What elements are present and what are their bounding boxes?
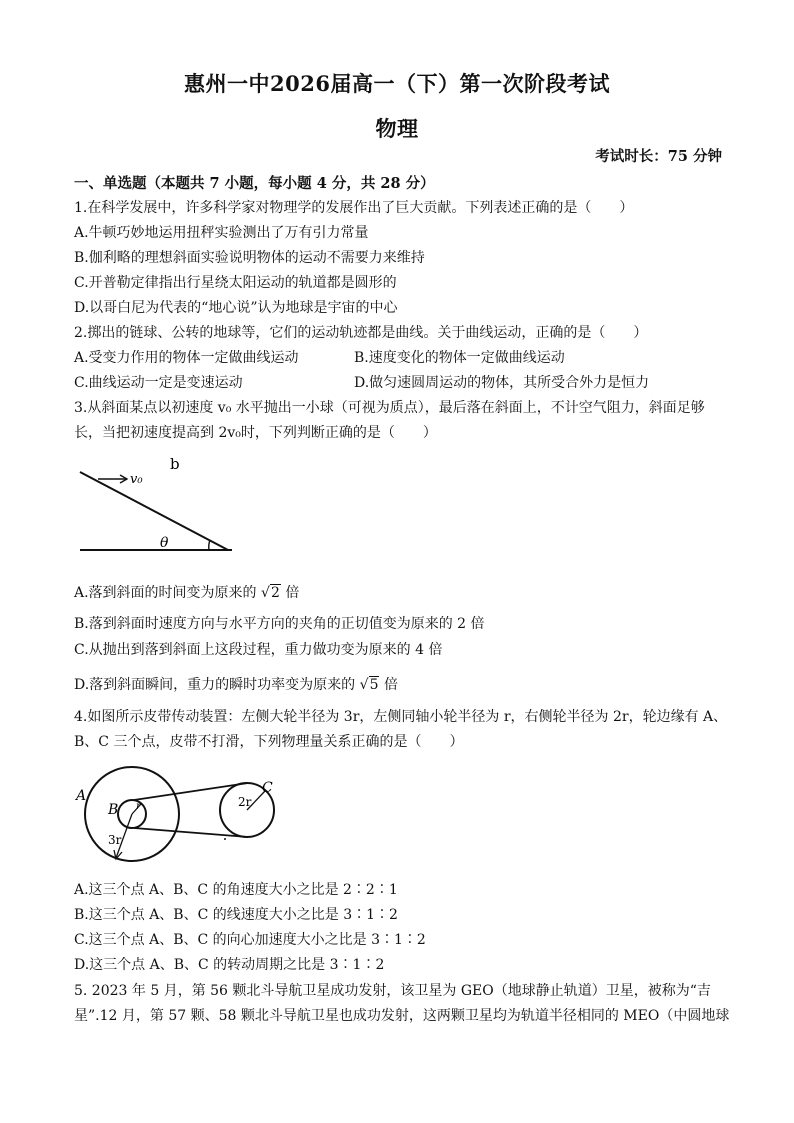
q4-option-a: A.这三个点 A、B、C 的角速度大小之比是 2∶2∶1 [74, 882, 398, 898]
q4-stem-line2: B、C 三个点，皮带不打滑，下列物理量关系正确的是（ ） [74, 734, 464, 750]
q4-stem-line1: 4.如图所示皮带传动装置：左侧大轮半径为 3r，左侧同轴小轮半径为 r，右侧轮半径为 2r，轮边缘有 A、 [74, 709, 728, 725]
q1-option-d: D.以哥白尼为代表的“地心说”认为地球是宇宙的中心 [74, 300, 398, 316]
v0-label: v₀ [130, 472, 143, 487]
q3-stem-line1: 3.从斜面某点以初速度 v₀ 水平抛出一小球（可视为质点），最后落在斜面上，不计空气阻力，斜面足够 [74, 400, 705, 416]
q1-option-c: C.开普勒定律指出行星绕太阳运动的轨道都是圆形的 [74, 275, 397, 291]
3r-label: 3r [108, 833, 122, 847]
dot-mark [224, 838, 226, 840]
q3-option-d-text: D.落到斜面瞬间，重力的瞬时功率变为原来的 [74, 677, 356, 693]
q3-option-c: C.从抛出到落到斜面上这段过程，重力做功变为原来的 4 倍 [74, 642, 443, 658]
q3-option-a-text: A.落到斜面的时间变为原来的 [74, 585, 257, 601]
belt-top [134, 783, 248, 800]
q4-option-b: B.这三个点 A、B、C 的线速度大小之比是 3∶1∶2 [74, 907, 398, 923]
q3-option-d-suffix: 倍 [383, 677, 398, 693]
sqrt-symbol: √2 [261, 585, 280, 601]
exam-title: 惠州一中2026届高一（下）第一次阶段考试 [184, 71, 610, 96]
section-heading: 一、单选题（本题共 7 小题，每小题 4 分，共 28 分） [74, 175, 435, 192]
subject-title: 物理 [375, 116, 419, 141]
q2-stem: 2.掷出的链球、公转的地球等，它们的运动轨迹都是曲线。关于曲线运动，正确的是（ ） [74, 325, 648, 341]
2r-label: 2r [238, 795, 252, 809]
sqrt-radicand: 5 [369, 677, 379, 693]
theta-label: θ [160, 535, 169, 551]
q1-option-a: A.牛顿巧妙地运用扭秤实验测出了万有引力常量 [74, 225, 369, 241]
q1-stem: 1.在科学发展中，许多科学家对物理学的发展作出了巨大贡献。下列表述正确的是（ ） [74, 200, 634, 216]
q5-line2: 星”.12 月，第 57 颗、58 颗北斗导航卫星也成功发射，这两颗卫星均为轨道半径相同的 MEO（中圆地球 [74, 1008, 730, 1024]
sqrt-symbol: √5 [359, 677, 379, 693]
q4-option-c: C.这三个点 A、B、C 的向心加速度大小之比是 3∶1∶2 [74, 932, 426, 948]
q2-option-b: B.速度变化的物体一定做曲线运动 [354, 350, 565, 366]
q2-option-c: C.曲线运动一定是变速运动 [74, 375, 243, 391]
incline-figure [72, 450, 242, 558]
angle-arc [209, 540, 210, 550]
point-c-label: C [262, 780, 273, 796]
sqrt-radicand: 2 [270, 585, 280, 601]
q5-line1: 5. 2023 年 5 月，第 56 颗北斗导航卫星成功发射，该卫星为 GEO（地球静止轨道）卫星，被称为“吉 [74, 983, 711, 999]
figure-mark: b [170, 455, 180, 473]
point-b-label: B [108, 802, 119, 818]
r-label: r [136, 801, 141, 812]
q3-option-b: B.落到斜面时速度方向与水平方向的夹角的正切值变为原来的 2 倍 [74, 616, 485, 632]
q3-option-d [74, 674, 398, 694]
incline-line [80, 472, 228, 550]
q1-option-b: B.伽利略的理想斜面实验说明物体的运动不需要力来维持 [74, 250, 425, 266]
exam-duration: 考试时长：75 分钟 [595, 148, 722, 165]
point-a-label: A [76, 788, 87, 804]
q3-option-a [74, 582, 299, 602]
q4-option-d: D.这三个点 A、B、C 的转动周期之比是 3∶1∶2 [74, 957, 385, 973]
q2-option-a: A.受变力作用的物体一定做曲线运动 [74, 350, 299, 366]
q2-option-d: D.做匀速圆周运动的物体，其所受合外力是恒力 [354, 375, 650, 391]
belt-drive-figure [72, 762, 292, 867]
q3-option-a-suffix: 倍 [285, 585, 300, 601]
q3-stem-line2: 长，当把初速度提高到 2v₀时，下列判断正确的是（ ） [74, 425, 437, 441]
